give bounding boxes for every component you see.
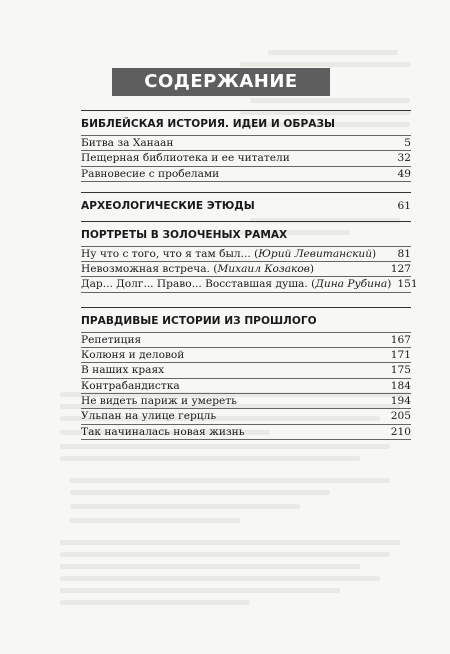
section-heading-biblical <box>81 110 411 131</box>
entry-title: Пещерная библиотека и ее читатели <box>81 152 290 165</box>
list-item: Ну что с того, что я там был... (Юрий Левитанский) 81 <box>81 246 411 262</box>
list-item: Невозможная встреча. (Михаил Козаков) 127 <box>81 262 411 277</box>
entry-title: Репетиция <box>81 333 142 346</box>
section-heading-true-stories <box>81 307 411 328</box>
entry-page: 210 <box>390 425 411 438</box>
entry-page: 32 <box>397 152 411 165</box>
entry-author: Юрий Левитанский <box>258 247 373 260</box>
section-heading-label: АРХЕОЛОГИЧЕСКИЕ ЭТЮДЫ <box>81 199 255 212</box>
list-item <box>81 425 411 440</box>
list-item <box>81 409 411 424</box>
section-heading-portraits <box>81 221 411 242</box>
list-item: Дар... Долг... Право... Восставшая душа. (Дина Рубина) 151 <box>81 277 411 292</box>
list-item <box>81 151 411 166</box>
section-heading-label: ПРАВДИВЫЕ ИСТОРИИ ИЗ ПРОШЛОГО <box>81 314 317 327</box>
entry-title: Не видеть париж и умереть <box>81 394 237 407</box>
table-of-contents <box>81 110 418 440</box>
section-entries-true-stories <box>81 332 411 440</box>
page-title: СОДЕРЖАНИЕ <box>112 68 330 96</box>
entry-title: В наших краях <box>81 364 165 377</box>
section-page: 61 <box>397 199 411 212</box>
section-entries-biblical <box>81 135 411 182</box>
entry-page: 205 <box>390 410 411 423</box>
entry-page: 151 <box>397 278 418 291</box>
entry-author: Михаил Козаков <box>217 263 310 276</box>
entry-title: Ну что с того, что я там был... <box>81 247 251 260</box>
list-item <box>81 167 411 182</box>
entry-title: Дар... Долг... Право... Восставшая душа. <box>81 278 308 291</box>
entry-title: Равновесие с пробелами <box>81 167 220 180</box>
entry-page: 49 <box>397 167 411 180</box>
entry-page: 127 <box>390 263 411 276</box>
entry-author: Дина Рубина <box>315 278 388 291</box>
section-heading-archaeology <box>81 192 411 213</box>
entry-page: 5 <box>404 137 411 149</box>
entry-title: Битва за Ханаан <box>81 137 174 149</box>
list-item <box>81 332 411 348</box>
entry-page: 184 <box>390 379 411 392</box>
section-entries-portraits <box>81 246 418 293</box>
list-item <box>81 394 411 409</box>
entry-title: Так начиналась новая жизнь <box>81 425 245 438</box>
section-heading-label: ПОРТРЕТЫ В ЗОЛОЧЕНЫХ РАМАХ <box>81 228 288 241</box>
section-heading-label: БИБЛЕЙСКАЯ ИСТОРИЯ. ИДЕИ И ОБРАЗЫ <box>81 118 335 130</box>
entry-page: 194 <box>390 394 411 407</box>
entry-title: Ульпан на улице герцль <box>81 410 217 423</box>
entry-page: 171 <box>390 349 411 362</box>
list-item <box>81 348 411 363</box>
entry-title: Колюня и деловой <box>81 349 185 362</box>
entry-page: 167 <box>390 333 411 346</box>
entry-title: Невозможная встреча. <box>81 263 210 276</box>
entry-page: 81 <box>397 247 411 260</box>
entry-page: 175 <box>390 364 411 377</box>
list-item <box>81 363 411 378</box>
list-item <box>81 379 411 394</box>
list-item <box>81 135 411 151</box>
entry-title: Контрабандистка <box>81 379 180 392</box>
